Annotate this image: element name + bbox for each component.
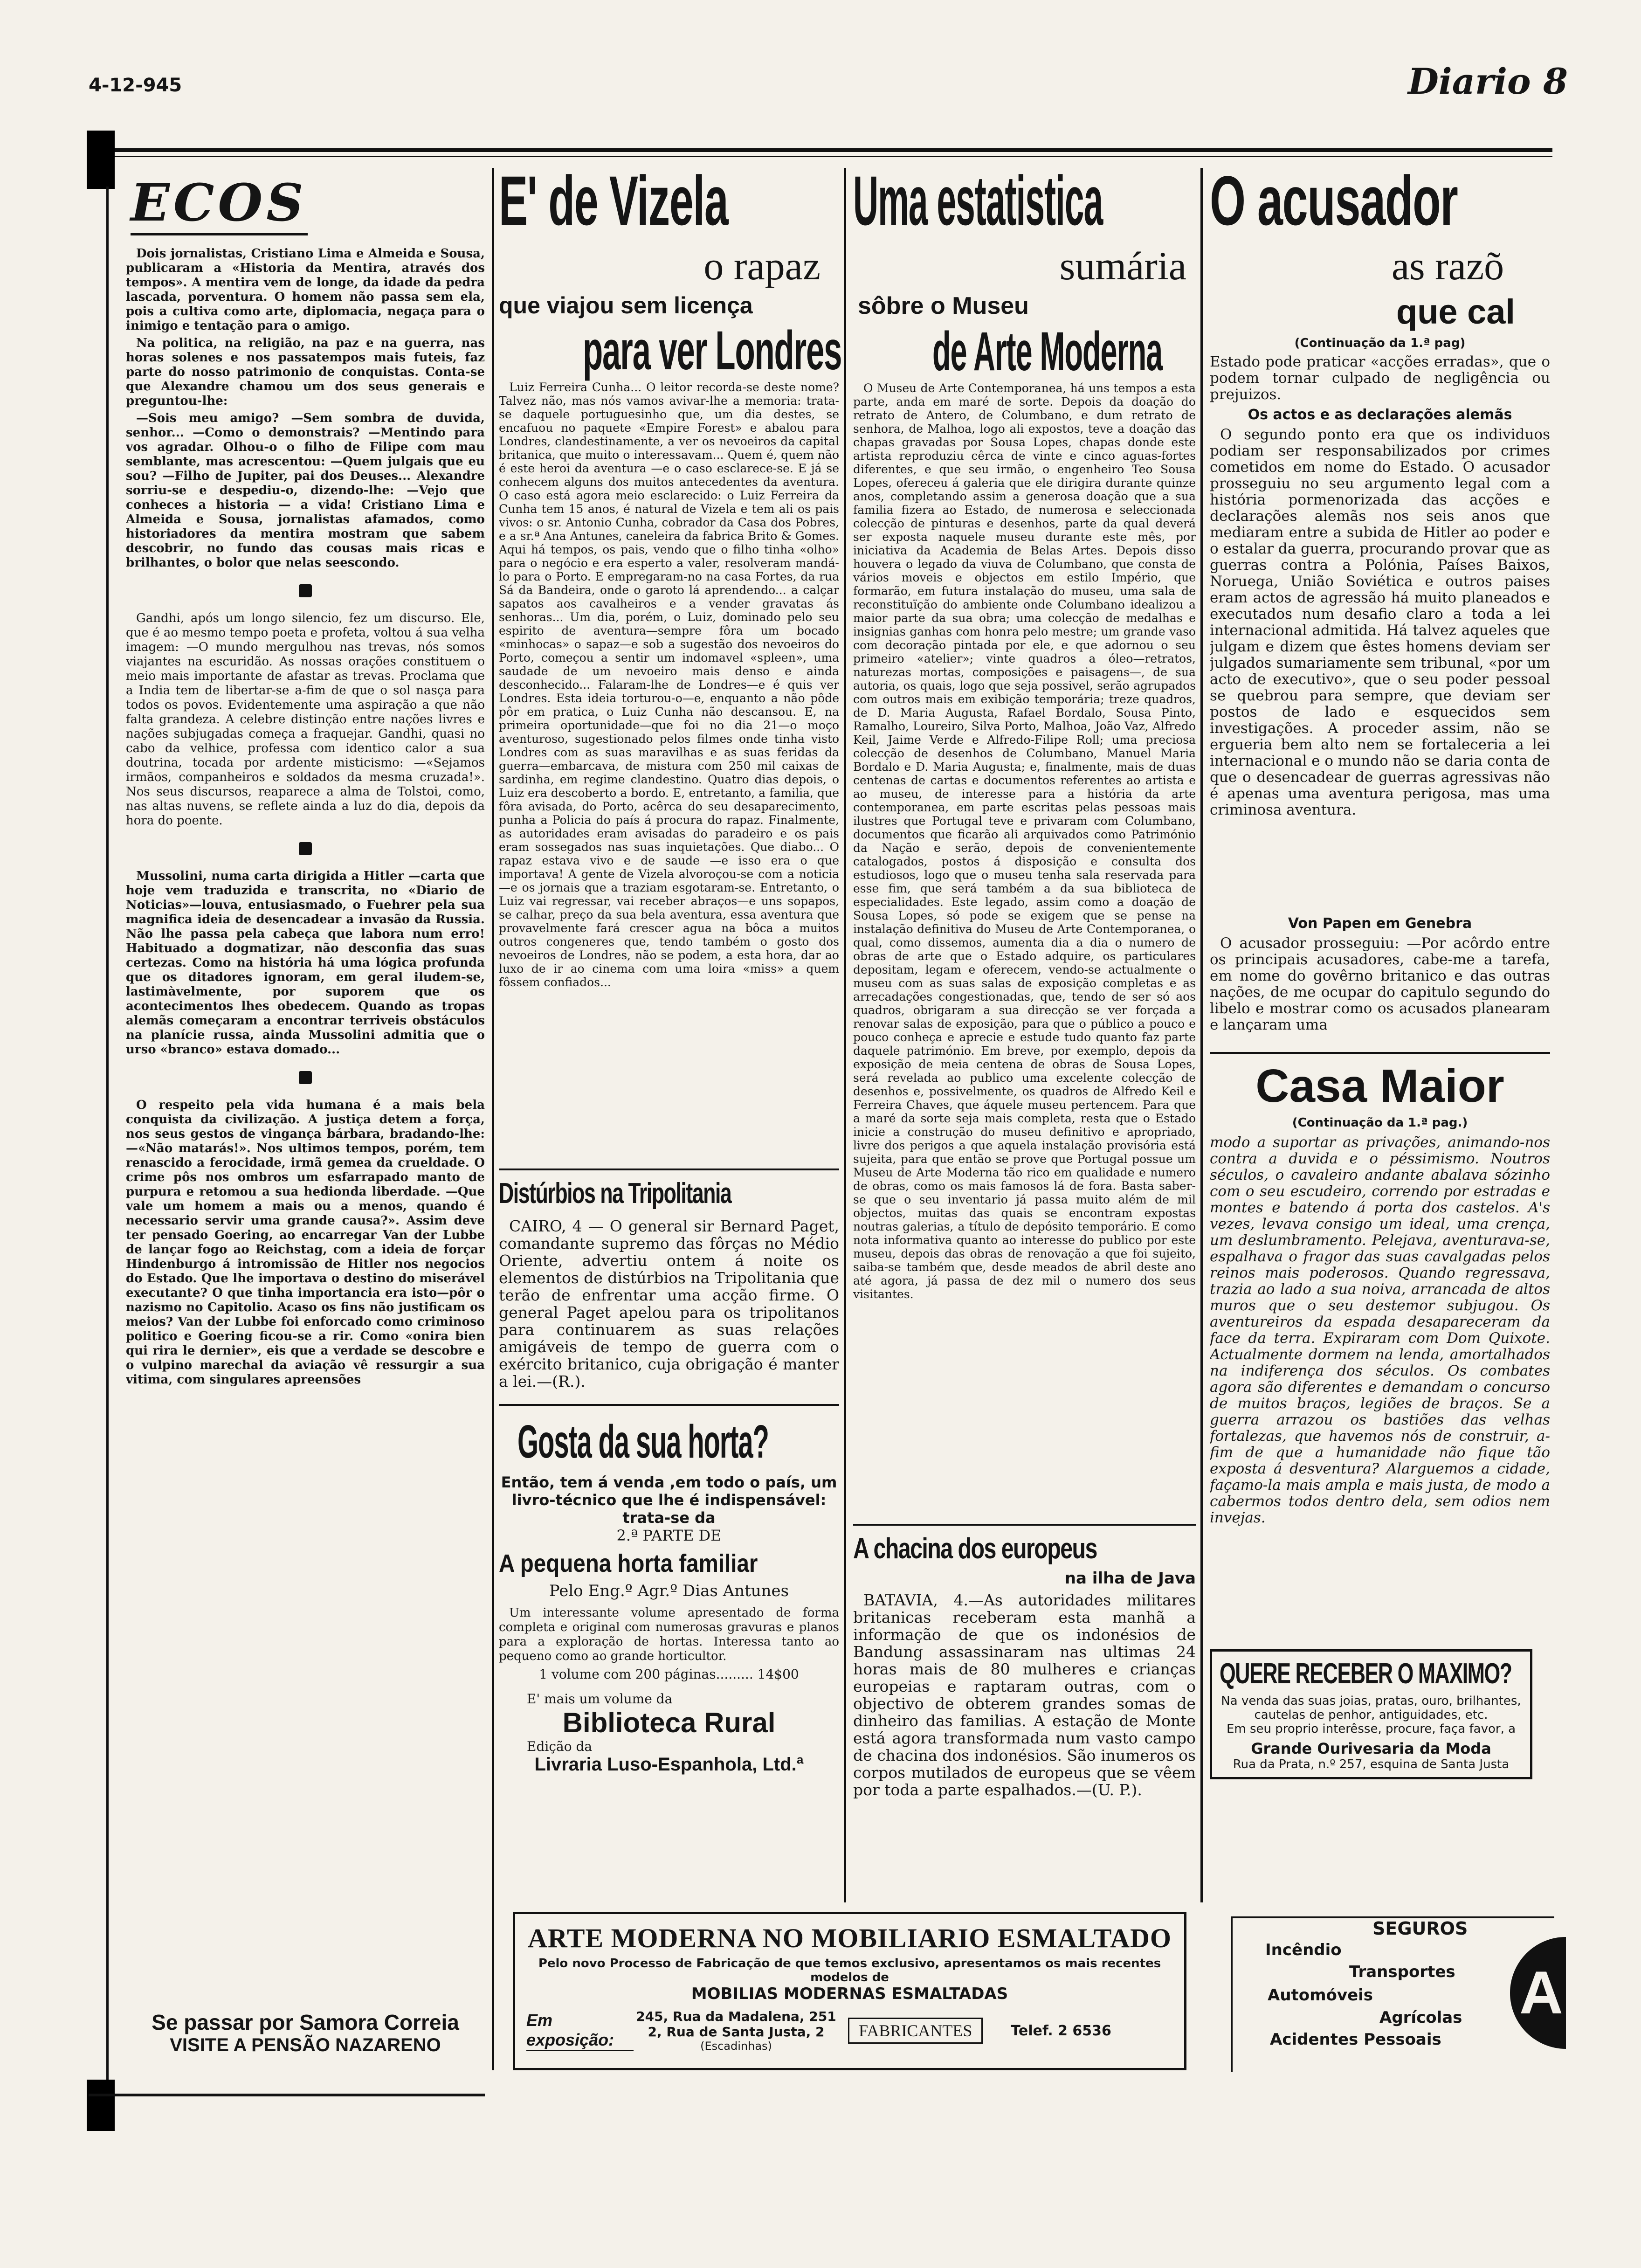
chacina-subhead: na ilha de Java [1064, 1569, 1196, 1588]
vizela-column [499, 161, 842, 1907]
estatistica-text: O Museu de Arte Contemporanea, há uns tempos a esta parte, anda em maré de sorte. Depois da doação do retrato de Antero, de Columbano, e dum retrato de senhora, de Malhoa, logo ali expostos, teve a doação das chapas gravadas por Sousa Lopes, chapas donde este artista reproduziu cêrca de vinte e cinco aguas-fortes diferentes, e que seu irmão, o engenheiro Teo Sousa Lopes, ofereceu á galeria que ele dirigira durante quinze anos, completando assim a generosa doação que a sua familia fizera ao Estado, de numerosa e seleccionada colecção de pinturas e desenhos, parte da qual deverá ser exposta naquele museu durante este mês, por iniciativa da Academia de Belas Artes. Depois disso houvera o legado da viuva de Columbano, que consta de vários moveis e objectos em estilo Império, que formarão, em futura instalação do museu, uma sala de reconstituïção do ambiente onde Columbano idealizou a maior parte da sua obra; uma colecção de medalhas e insignias ganhas com honra pelo mestre; um grande vaso com decoração pintada por ele, e que adornou o seu primeiro «atelier»; vinte quadros a óleo—retratos, naturezas mortas, composições e paisagens—, de sua autoria, os quais, logo que seja possivel, serão agrupados com outros mais em exibição temporária; treze quadros, de D. Maria Augusta, Rafael Bordalo, Sousa Pinto, Ramalho, Loureiro, Silva Porto, Malhoa, João Vaz, Alfredo Keil, Jaime Verde e Alfredo-Filipe Roll; uma preciosa colecção de desenhos de Columbano, Manuel Maria Bordalo e D. Maria Augusta; e, finalmente, mais de duas centenas de cartas e documentos referentes ao artista e ao museu, de interesse para a história da arte contemporanea, em parte escritas pelas pessoas mais ilustres que Portugal teve e privaram com Columbano, documentos que ficarão ali arquivados como Património da Nação e serão, depois de convenientemente catalogados, postos á disposição e consulta dos estudiosos, logo que o museu tenha sala reservada para esse fim, que será também a da sua biblioteca de especialidades. Este legado, assim como a doação de Sousa Lopes, só pode se exigem que se pense na instalação definitiva do Museu de Arte Contemporanea, o qual, como dissemos, aumenta dia a dia o numero de obras de arte que o Estado adquire, os particulares depositam, legam e oferecem, vendo-se actualmente o museu com as suas salas de exposição completas e as arrecadações congestionadas, que, tendo de ser só aos quadros, obrigaram a sua direcção se ver forçada a renovar salas de exposição, para que o público a pouco e pouco conheça e aprecie e estude tudo quanto faz parte daquele património. Em breve, por exemplo, depois da exposição de meia centena de obras de Sousa Lopes, será revelada ao publico uma excelente colecção de desenhos e, possivelmente, os quadros de Alfredo Keil e Ferreira Chaves, que áquele museu pertencem. Para que a maré da sorte seja mais completa, resta que o Estado inicie a construção do museu definitivo e apropriado, livre dos perigos a que aquela instalação provisória está sujeita, para que então se prove que Portugal possue um Museu de Arte Moderna tão rico em qualidade e numero de obras, como os mais famosos lá de fora. Basta saber-se que o seu inventario já passa muito além de mil objectos, muitas das quais se encontram expostas noutras galerias, a título de depósito temporário. E como nota informativa quanto ao interesse do publico por este museu, depois das obras de renovação a que foi sujeito, saiba-se também que, desde meados de abril deste ano até agora, já passa de dez mil o numero dos seus visitantes. [853, 381, 1196, 1301]
ecos-column [126, 173, 485, 2080]
acusador-column [1210, 163, 1550, 1907]
acusador-section-head: Os actos e as declarações alemãs [1248, 407, 1512, 423]
casa-maior-continuation: (Continuação da 1.ª pag.) [1292, 1116, 1468, 1130]
disturbios-headline: Distúrbios na Tripolitania [499, 1177, 731, 1210]
maximo-shop: Grande Ourivesaria da Moda [1251, 1740, 1491, 1757]
seguros-item: Automóveis [1268, 1986, 1373, 2005]
ad-pensao-nazareno [126, 2010, 485, 2056]
mobiliario-address-3: (Escadinhas) [700, 2040, 772, 2053]
mobiliario-footer [526, 2009, 1173, 2053]
ecos-paragraph: Dois jornalistas, Cristiano Lima e Almeida e Sousa, publicaram a «Historia da Mentira, através dos tempos». A mentira vem de longe, da idade da pedra lascada, porventura. O homem não passa sem ela, pois a cultiva como arte, diplomacia, negaça para o inimigo e tentação para o amigo. [126, 247, 485, 333]
issue-date: 4-12-945 [89, 75, 182, 96]
horta-edition: Edição da [527, 1739, 593, 1754]
disturbios-article [499, 1169, 839, 1390]
ad-pensao-line2: VISITE A PENSÃO NAZARENO [170, 2035, 441, 2055]
column-rule-3 [1200, 168, 1203, 1902]
horta-series-pre: E' mais um volume da [527, 1691, 673, 1707]
horta-ad [499, 1404, 839, 1947]
horta-series: Biblioteca Rural [562, 1707, 776, 1738]
seguros-ad [1231, 1916, 1563, 2072]
acusador-continuation: (Continuação da 1.ª pag) [1294, 336, 1466, 350]
maximo-headline: QUERE RECEBER O MAXIMO? [1220, 1658, 1512, 1690]
left-rule [106, 187, 109, 2080]
ecos-paragraph: O respeito pela vida humana é a mais bela conquista da civilização. A justiça detem a força, nos seus gestos de vingança bárbara, bradando-lhe: —«Não matarás!». Nos ultimos tempos, porém, tem renascido a ferocidade, irmã gemea da crueldade. O crime pôs nos ombros um esfarrapado manto de purpura e retomou a sua hedionda liberdade. —Que vale um homem a mais ou a menos, quando é necessario servir uma grande causa?». Assim deve ter pensado Goering, ao encarregar Van der Lubbe de lançar fogo ao Reichstag, com a ideia de forçar Hindenburgo á intromissão de Hitler nos negocios do Estado. Que lhe importava o destino do miserável executante? O que tinha importancia era isto—pôr o nazismo no Capitolio. Acaso os fins não justificam os meios? Van der Lubbe foi enforcado como criminoso politico e Goering ficou-se a rir. Como «onira bien qui rira le dernier», eis que a verdade se descobre e o vulpino marechal da aviação vê ressurgir a sua vitima, com singulares apreensões [126, 1098, 485, 1387]
mobiliario-telephone: Telef. 2 6536 [1011, 2022, 1111, 2039]
seguros-item: Acidentes Pessoais [1270, 2030, 1441, 2049]
ecos-title: ECOS [131, 173, 308, 235]
side-block-top [87, 131, 115, 189]
mobiliario-address-2: 2, Rua de Santa Justa, 2 [648, 2024, 825, 2040]
seguros-item: Transportes [1349, 1963, 1455, 1981]
maximo-address: Rua da Prata, n.º 257, esquina de Santa Justa [1233, 1757, 1510, 1771]
seguros-item: Incêndio [1265, 1941, 1342, 1959]
horta-author: Pelo Eng.º Agr.º Dias Antunes [549, 1582, 789, 1600]
vizela-body [499, 380, 839, 1155]
estatistica-subhead-1: sumária [1059, 243, 1186, 288]
horta-publisher: Livraria Luso-Espanhola, Ltd.ª [534, 1754, 804, 1775]
ecos-paragraph: Gandhi, após um longo silencio, fez um discurso. Ele, que é ao mesmo tempo poeta e profeta, voltou á sua velha imagem: —O mundo mergulhou nas trevas, nós somos viajantes na escuridão. As nossas orações constituem o meio mais importante de afastar as trevas. Proclama que a India tem de libertar-se a-fim de que o sol nasça para todos os povos. Evidentemente uma aspiração a que não falta grandeza. A celebre distinção entre nações livres e nações subjugadas começa a fraquejar. Gandhi, quasi no cabo da velhice, professa com identico calor a sua doutrina, tocada por ardente misticismo: —«Sejamos irmãos, companheiros e soldados da mesma cruzada!». Nos seus discursos, reaparece a alma de Tolstoi, como, nas altas nuvens, se reflete ainda a luz do dia, depois da hora do poente. [126, 611, 485, 828]
mobiliario-line-1: Pelo novo Processo de Fabricação de que temos exclusivo, apresentamos os mais recentes modelos de [538, 1957, 1161, 1984]
casa-maior-headline: Casa Maior [1255, 1060, 1504, 1112]
vizela-subhead-1: o rapaz [703, 243, 820, 288]
side-block-bottom [87, 2080, 115, 2131]
seguros-logo-letter: A [1519, 1958, 1563, 2026]
acusador-body [1210, 427, 1550, 912]
ecos-body [126, 247, 485, 2000]
mobiliario-ad [513, 1912, 1186, 2070]
separator-bullet [299, 1071, 312, 1084]
mobiliario-addresses [634, 2009, 839, 2053]
top-rule-thin [89, 156, 1552, 157]
chacina-headline: A chacina dos europeus [853, 1533, 1097, 1565]
estatistica-column [853, 163, 1196, 1907]
casa-maior-article [1210, 1052, 1550, 1638]
seguros-headline: SEGUROS [1372, 1918, 1468, 1939]
acusador-subhead-1: as razõ [1392, 243, 1504, 288]
acusador-headline: O acusador [1210, 163, 1458, 240]
seguros-logo [1510, 1937, 1566, 2049]
mobiliario-headline: ARTE MODERNA NO MOBILIARIO ESMALTADO [527, 1923, 1172, 1953]
maximo-ad [1210, 1649, 1532, 1779]
estatistica-subhead-2: sôbre o Museu [858, 292, 1029, 319]
ecos-paragraph: Na politica, na religião, na paz e na guerra, nas horas solenes e nos passatempos mais futeis, faz parte do nosso patrimonio de conquistas. Conta-se que Alexandre chamou um dos seus generais e preguntou-lhe: [126, 336, 485, 408]
vizela-text: Luiz Ferreira Cunha... O leitor recorda-se deste nome? Talvez não, mas nós vamos avivar-lhe a memoria: trata-se daquele portuguesinho que, um dia destes, se encafuou no paquete «Empire Forest» e abalou para Londres, clandestinamente, a ver os nevoeiros da capital britanica, que muito o interessavam... Quem é, quem não é este heroi da aventura —e o caso esclarece-se. E já se conhecem alguns dos muitos antecedentes da aventura. O caso está agora meio esclarecido: o Luiz Ferreira da Cunha tem 15 anos, é natural de Vizela e tem ali os pais vivos: o sr. Antonio Cunha, cobrador da Casa dos Pobres, e a sr.ª Ana Antunes, caneleira da fabrica Brito & Gomes. Aqui há tempos, os pais, vendo que o filho tinha «olho» para o negócio e era esperto a valer, resolveram mandá-lo para o Porto. E empregaram-no na casa Fortes, da rua Sá da Bandeira, onde o garoto lá aprendendo... a calçar sapatos aos cavalheiros e a vender gravatas ás senhoras... Um dia, porém, o Luiz, dominado pelo seu espirito de aventura—sempre fôra um bocado «minhocas» o sapaz—e sob a sugestão dos nevoeiros do Porto, começou a sentir um indomavel «spleen», uma saudade de um nevoeiro mais denso e ainda desconhecido... Falaram-lhe de Londres—e é quis ver Londres. Esta ideia torturou-o—e, enquanto a não pôde pôr em pratica, o Luiz Cunha não descansou. E, na primeira oportunidade—que foi no dia 21—o moço aventuroso, sugestionado pelos filmes onde tinha visto Londres com as suas maravilhas e as suas feridas da guerra—embarcava, de mistura com 250 mil caixas de sardinha, em regime clandestino. Quatro dias depois, o Luiz era descoberto a bordo. E, entretanto, a familia, que fôra avisada, do Porto, acêrca do seu desaparecimento, punha a Policia do país á procura do rapaz. Finalmente, as autoridades eram avisadas do paradeiro e os pais eram sossegados nas suas inquietações. Que diabo... O rapaz estava vivo e de saude —e isso era o que importava! A gente de Vizela alvoroçou-se com a noticia—e os jornais que a traziam esgotaram-se. Entretanto, o Luiz vai regressar, vai receber abraços—e uns sopapos, se calhar, preço da sua bela aventura, essa aventura que provavelmente fará crescer agua na bôca a muitos outros congeneres que, tendo também o gosto dos nevoeiros de Londres, não se podem, a esta hora, dar ao luxo de ir ao cinema com uma loira «miss» a quem fôssem confiados... [499, 380, 839, 989]
disturbios-text: CAIRO, 4 — O general sir Bernard Paget, comandante supremo das fôrças no Médio Oriente, advertiu ontem á noite os elementos de distúrbios na Tripolitania que terão de enfrentar uma acção firme. O general Paget apelou para os tripolitanos para continuarem as suas relações amigáveis de tempo de guerra com o exército britanico, cuja obrigação é manter a lei.—(R.). [499, 1217, 839, 1390]
vizela-headline: E' de Vizela [499, 161, 728, 240]
acusador-subhead-2: que cal [1396, 292, 1515, 331]
column-rule-1 [492, 168, 494, 2070]
estatistica-subhead-3: de Arte Moderna [932, 321, 1163, 382]
ecos-paragraph: —Sois meu amigo? —Sem sombra de duvida, senhor... —Como o demonstrais? —Mentindo para vos agradar. Olhou-o o filho de Filipe com mau semblante, mas acrescentou: —Quem julgais que eu sou? —Filho de Jupiter, pai dos Deuses... Alexandre sorriu-se e despediu-o, dizendo-lhe: —Vejo que conheces a historia — a vida! Cristiano Lima e Almeida e Sousa, jornalistas afamados, como historiadores da mentira mostram que sabem descobrir, no fundo das cousas mais ricas e brilhantes, o bolor que nelas seescondo. [126, 411, 485, 570]
vizela-subhead-3: para ver Londres [583, 320, 842, 381]
masthead: Diario 8 [1408, 61, 1568, 102]
estatistica-headline: Uma estatistica [853, 161, 1103, 240]
bottom-rule [89, 2094, 485, 2096]
horta-headline: Gosta da sua horta? [517, 1416, 769, 1468]
vizela-subhead-2: que viajou sem licença [499, 292, 753, 318]
chacina-text: BATAVIA, 4.—As autoridades militares britanicas receberam esta manhã a informação de que os indonésios de Bandung assassinaram nas ultimas 24 horas mais de 80 mulheres e crianças europeias e raptaram outras, com o objectivo de obterem grandes somas de dinheiro das familias. A estação de Monte está agora transformada num vasto campo de chacina dos indonésios. São inumeros os corpos mutilados de europeus que se vêem por toda a parte espalhados.—(U. P.). [853, 1591, 1196, 1799]
mobiliario-fabricantes: FABRICANTES [848, 2018, 983, 2044]
acusador-text: O acusador prosseguiu: —Por acôrdo entre os principais acusadores, cabe-me a tarefa, em nome do govêrno britanico e das outras nações, de me ocupar do capitulo segundo do libelo e mostrar como os acusados planearam e lançaram uma [1210, 935, 1550, 1033]
casa-maior-text: modo a suportar as privações, animando-nos contra a duvida e o péssimismo. Noutros séculos, o cavaleiro andante abalava sózinho com o seu escudeiro, correndo por estradas e montes e batendo á porta dos castelos. A's vezes, levava consigo um ideal, uma crença, um deslumbramento. Pelejava, aventurava-se, espalhava o fragor das suas cavalgadas pelos reinos mais poderosos. Quando regressava, trazia ao lado a sua noiva, arrancada de altos muros que o seu destemor subjugou. Os aventureiros da espada desapareceram da face da terra. Expiraram com Dom Quixote. Actualmente dormem na lenda, amortalhados na indiferença dos séculos. Os combates agora são diferentes e demandam o concurso de muitos braços, legiões de braços. Se a guerra arrazou os bastiões das velhas fortalezas, que havemos nós de construir, a-fim de que a humanidade não fique tão exposta á desventura? Alarguemos a cidade, façamo-la mais ampla e mais justa, de modo a cabermos todos dentro dela, sem odios nem invejas. [1210, 1134, 1550, 1526]
ad-pensao-line1: Se passar por Samora Correia [152, 2010, 459, 2034]
acusador-section-head: Von Papen em Genebra [1288, 915, 1472, 932]
mobiliario-line-2: MOBILIAS MODERNAS ESMALTADAS [691, 1984, 1008, 2003]
casa-maior-body [1210, 1134, 1550, 1638]
acusador-text: O segundo ponto era que os individuos podiam ser responsabilizados por crimes cometidos em nome do Estado. O acusador prosseguiu no seu argumento legal com a história pormenorizada das acções e declarações alemãs nos seis anos que mediaram entre a subida de Hitler ao poder e o estalar da guerra, procurando provar que as guerras contra a Polónia, Países Baixos, Noruega, União Soviética e outros paises eram actos de agressão há muito planeados e executados num desafio claro a toda a lei internacional admitida. Há talvez aqueles que julgam e dizem que êstes homens deviam ser julgados sumariamente sem tribunal, «por um acto de executivo», que o seu poder pessoal se quebrou para sempre, que deviam ser postos de lado e esquecidos sem investigações. A proceder assim, não se ergueria bem alto nem se fortaleceria a lei internacional e o mundo não se daria conta de que o desencadear de guerras agressivas não é apenas uma aventura perigosa, mas uma criminosa aventura. [1210, 427, 1550, 818]
horta-intro: Então, tem á venda ,em todo o país, um livro-técnico que lhe é indispensável: trata-se da [501, 1473, 837, 1527]
separator-bullet [299, 842, 312, 855]
mobiliario-expo: Em exposição: [526, 2011, 634, 2051]
horta-price: 1 volume com 200 páginas......... 14$00 [539, 1666, 799, 1682]
acusador-text: Estado pode praticar «acções erradas», que o podem tornar culpado de negligência ou prejuizos. [1210, 353, 1550, 403]
maximo-text-2: Em seu proprio interêsse, procure, faça favor, a [1226, 1722, 1516, 1736]
estatistica-body [853, 381, 1196, 1510]
maximo-text: Na venda das suas joias, pratas, ouro, brilhantes, cautelas de penhor, antiguidades, etc. [1221, 1694, 1521, 1722]
horta-book-title: A pequena horta familiar [499, 1549, 758, 1577]
horta-part: 2.ª PARTE DE [616, 1527, 722, 1544]
chacina-article [853, 1524, 1196, 1798]
separator-bullet [299, 584, 312, 597]
top-rule [89, 148, 1552, 152]
horta-description: Um interessante volume apresentado de forma completa e original com numerosas gravuras e planos para a exploração de hortas. Interessa tanto ao pequeno como ao grande horticultor. [499, 1606, 839, 1663]
mobiliario-address-1: 245, Rua da Madalena, 251 [636, 2009, 836, 2024]
seguros-item: Agrícolas [1379, 2008, 1462, 2027]
ecos-paragraph: Mussolini, numa carta dirigida a Hitler —carta que hoje vem traduzida e transcrita, no «Diario de Noticias»—louva, entusiasmado, o Fuehrer pela sua magnifica ideia de desencadear a invasão da Russia. Não lhe passa pela cabeça que labora num erro! Habituado a dogmatizar, não desconfia das suas certezas. Como na história há uma lógica profunda que os ditadores ignoram, em geral iludem-se, lastimàvelmente, por suporem que os acontecimentos lhes obedecem. Quando as tropas alemãs começaram a encontrar terriveis obstáculos na planície russa, ainda Mussolini admitia que o urso «branco» estava domado... [126, 869, 485, 1057]
column-rule-2 [844, 168, 846, 1902]
